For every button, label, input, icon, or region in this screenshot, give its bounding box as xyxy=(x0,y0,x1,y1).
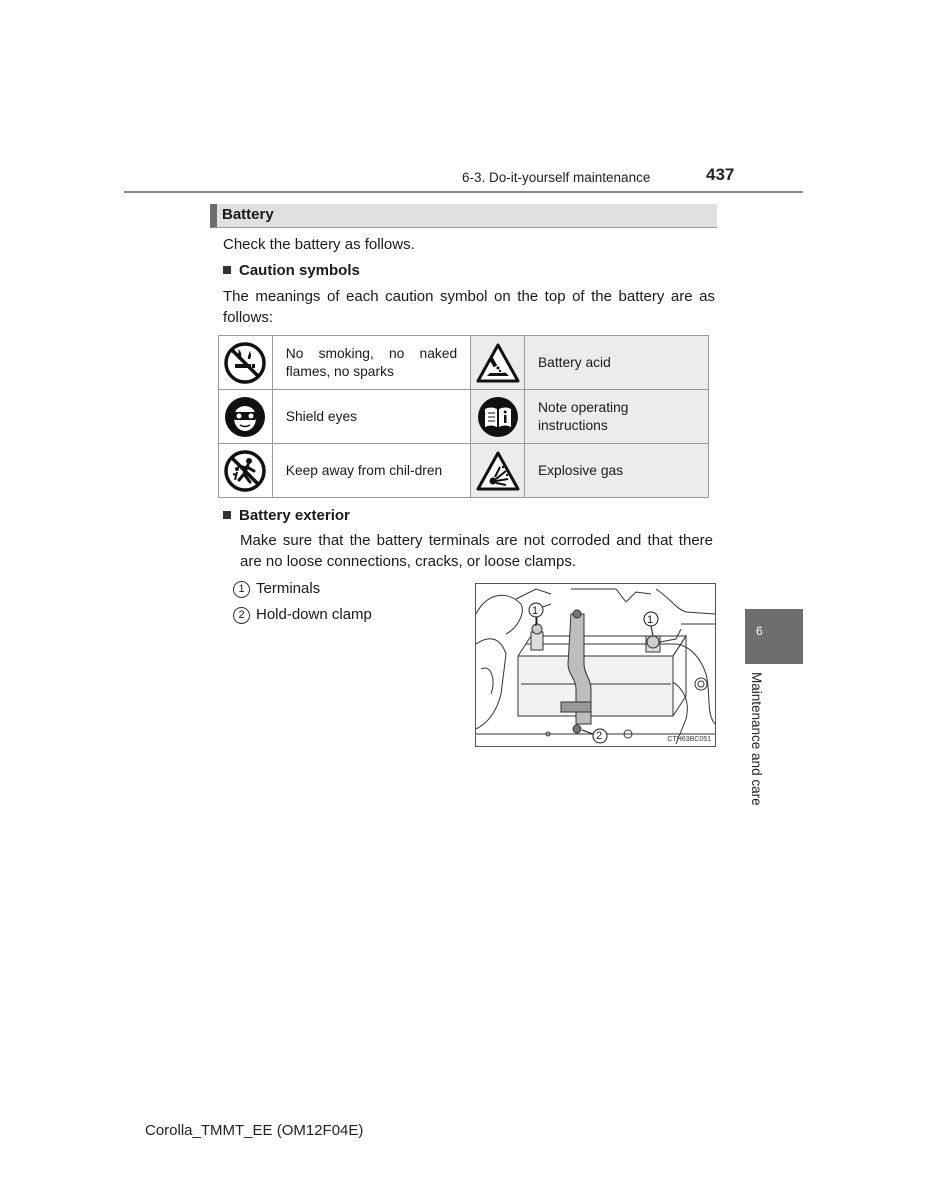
illustration-code: CTH63BC051 xyxy=(667,736,711,743)
caution-label: Battery acid xyxy=(524,336,708,390)
bullet-square-icon xyxy=(223,511,231,519)
intro-text: Check the battery as follows. xyxy=(223,236,415,253)
footer-document-code: Corolla_TMMT_EE (OM12F04E) xyxy=(145,1122,364,1139)
callout-number: 2 xyxy=(596,730,603,742)
chapter-tab-number: 6 xyxy=(756,624,763,638)
caution-symbols-table xyxy=(218,335,709,498)
table-row xyxy=(219,336,709,390)
page-number: 437 xyxy=(706,165,735,184)
header-divider xyxy=(124,191,803,193)
section-title: Battery xyxy=(222,206,274,223)
legend-label: Terminals xyxy=(256,580,321,597)
chapter-tab-label: Maintenance and care xyxy=(749,672,764,806)
chapter-tab xyxy=(745,609,803,664)
caution-label: Explosive gas xyxy=(524,444,708,498)
section-title-bar xyxy=(210,204,717,228)
caution-label: Keep away from chil-dren xyxy=(272,444,470,498)
battery-illustration xyxy=(475,583,716,747)
shield-eyes-icon xyxy=(219,390,273,444)
battery-exterior-heading-text: Battery exterior xyxy=(239,507,350,524)
no-smoking-icon xyxy=(219,336,273,390)
caution-label: Note operating instructions xyxy=(524,390,708,444)
operating-instructions-icon xyxy=(471,390,525,444)
callout-number: 1 xyxy=(532,605,539,617)
caution-symbols-heading-text: Caution symbols xyxy=(239,262,360,279)
bullet-square-icon xyxy=(223,266,231,274)
battery-acid-icon xyxy=(471,336,525,390)
legend-item-hold-down-clamp xyxy=(233,605,372,625)
explosive-gas-icon xyxy=(471,444,525,498)
callout-number: 2 xyxy=(233,607,250,624)
running-header-section: 6-3. Do-it-yourself maintenance xyxy=(462,170,651,185)
table-row xyxy=(219,444,709,498)
caution-label: Shield eyes xyxy=(272,390,470,444)
table-row xyxy=(219,390,709,444)
caution-symbols-description: The meanings of each caution symbol on the top of the battery are as follows: xyxy=(223,288,715,326)
caution-label: No smoking, no naked flames, no sparks xyxy=(272,336,470,390)
callout-number: 1 xyxy=(233,581,250,598)
keep-away-children-icon xyxy=(219,444,273,498)
legend-item-terminals xyxy=(233,579,320,599)
battery-exterior-description: Make sure that the battery terminals are not corroded and that there are no loose connections, cracks, or loose clamps. xyxy=(240,532,713,570)
battery-drawing xyxy=(476,584,715,746)
legend-label: Hold-down clamp xyxy=(256,606,372,623)
callout-number: 1 xyxy=(647,614,654,626)
caution-symbols-heading xyxy=(223,260,360,281)
battery-exterior-heading xyxy=(223,505,350,526)
